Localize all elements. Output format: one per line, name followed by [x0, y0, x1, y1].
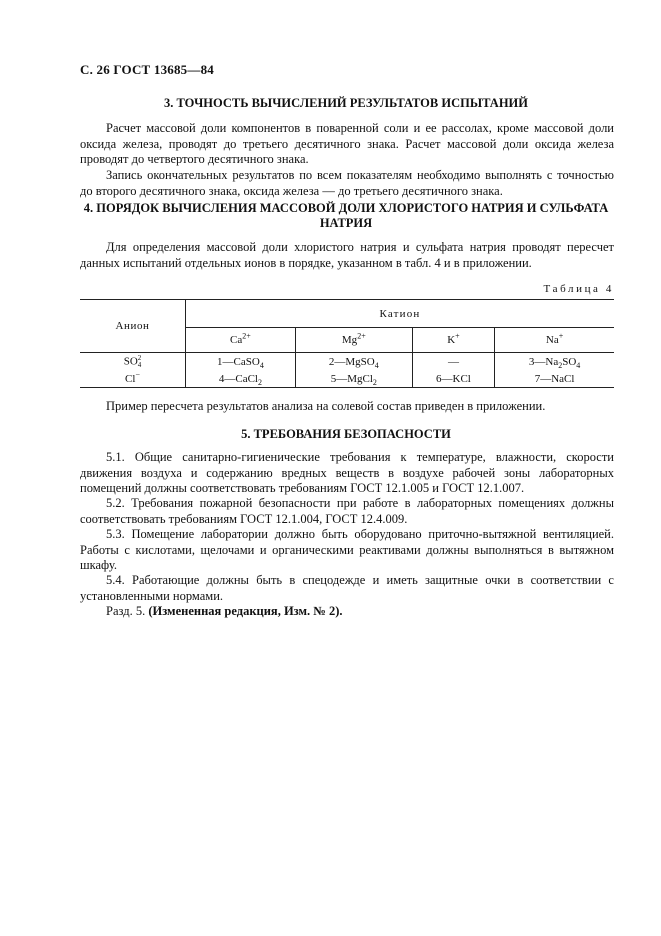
cell-nacl: 7—NaCl [495, 370, 614, 388]
section-5-item-5-4-text: 5.4. Работающие должны быть в спецодежде и иметь защитные очки в соответствии с установленными нормами. [80, 573, 614, 603]
cell-na2so4-prefix: 3—Na [528, 355, 559, 368]
section-3-paragraph-1 [80, 121, 614, 168]
cell-mgso4-formula: 2—MgSO [328, 355, 375, 368]
section-4-title-line-2: НАТРИЯ [319, 216, 373, 230]
cell-cacl2 [186, 370, 296, 388]
page-header: С. 26 ГОСТ 13685—84 [80, 62, 214, 77]
cell-na2so4-index-2: 4 [576, 360, 581, 370]
amendment-text: (Измененная редакция, Изм. № 2). [148, 604, 343, 618]
cell-mgcl2-formula: 5—MgCl [330, 372, 373, 385]
cell-na2so4-index-1: 2 [558, 360, 563, 370]
section-3-title: 3. ТОЧНОСТЬ ВЫЧИСЛЕНИЙ РЕЗУЛЬТАТОВ ИСПЫТАНИЙ [163, 96, 528, 110]
cell-caso4-formula: 1—CaSO [217, 355, 260, 368]
cation-mg-charge: 2+ [357, 331, 366, 341]
anion-cl [80, 370, 186, 388]
section-5-item-5-2 [80, 496, 614, 527]
section-5-item-5-1-text: 5.1. Общие санитарно-гигиенические требования к температуре, влажности, скорости движения воздуха и содержанию вредных веществ в воздухе рабочей зоны лабораторных помещений должны соответствовать требованиям ГОСТ 12.1.005 и ГОСТ 12.1.007. [80, 450, 614, 495]
table-4 [80, 299, 614, 388]
cell-cacl2-formula: 4—CaCl [218, 372, 258, 385]
cation-ca-symbol: Ca [230, 334, 243, 347]
cation-na-charge: + [558, 331, 564, 341]
section-3-paragraph-2-text: Запись окончательных результатов по всем показателям необходимо выполнять с точностью до второго десятичного знака, оксида железа — до третьего десятичного знака. [80, 168, 614, 198]
table-caption: Таблица 4 [543, 283, 614, 295]
cation-ca-charge: 2+ [242, 331, 251, 341]
cell-caso4-index: 4 [259, 360, 264, 370]
cell-na2so4 [495, 353, 614, 371]
cell-caso4 [186, 353, 296, 371]
example-note [80, 399, 614, 415]
section-5-item-5-3 [80, 527, 614, 574]
section-5-item-5-1 [80, 450, 614, 497]
anion-cl-symbol: Cl [125, 372, 136, 385]
cell-cacl2-index: 2 [257, 377, 262, 387]
cell-mgcl2-index: 2 [372, 377, 377, 387]
cell-mgso4 [295, 353, 412, 371]
anion-so4 [80, 353, 186, 371]
anion-header: Анион [80, 300, 186, 353]
cation-na-symbol: Na [545, 334, 559, 347]
section-3-paragraph-1-text: Расчет массовой доли компонентов в поваренной соли и ее рассолах, кроме массовой доли оксида железа, проводят до третьего десятичного знака. Расчет массовой доли оксида железа проводят до четвертого десятичного знака. [80, 121, 614, 166]
cation-ca [186, 328, 296, 353]
anion-so4-index: 4 [137, 360, 142, 369]
section-3-paragraph-2 [80, 168, 614, 199]
table-row [80, 353, 614, 371]
amendment-prefix: Разд. 5. [106, 604, 146, 618]
cell-mgcl2 [295, 370, 412, 388]
cation-mg-symbol: Mg [341, 334, 358, 347]
section-5-amendment-note [80, 604, 614, 620]
anion-so4-charge: 2 [137, 353, 142, 362]
cation-k [412, 328, 494, 353]
cation-k-charge: + [455, 331, 460, 341]
anion-so4-symbol: SO [123, 355, 138, 368]
section-4-title-line-1: 4. ПОРЯДОК ВЫЧИСЛЕНИЯ МАССОВОЙ ДОЛИ ХЛОРИСТОГО НАТРИЯ И СУЛЬФАТА [83, 201, 609, 215]
section-4-title [80, 201, 612, 231]
cation-header: Катион [186, 300, 615, 328]
cell-k-so4: — [412, 353, 494, 371]
cell-mgso4-index: 4 [374, 360, 379, 370]
section-5-item-5-2-text: 5.2. Требования пожарной безопасности при работе в лабораторных помещениях должны соответствовать требованиям ГОСТ 12.1.004, ГОСТ 12.4.009. [80, 496, 614, 526]
section-4-paragraph [80, 240, 614, 271]
section-4-paragraph-text: Для определения массовой доли хлористого натрия и сульфата натрия проводят пересчет данных испытаний отдельных ионов в порядке, указанном в табл. 4 и в приложении. [80, 240, 614, 270]
section-5-title: 5. ТРЕБОВАНИЯ БЕЗОПАСНОСТИ [241, 427, 451, 441]
example-note-text: Пример пересчета результатов анализа на солевой состав приведен в приложении. [106, 399, 546, 413]
cation-na [495, 328, 614, 353]
cell-kcl: 6—KCl [412, 370, 494, 388]
cell-na2so4-mid: SO [562, 355, 577, 368]
cation-mg [295, 328, 412, 353]
cation-k-symbol: K [447, 334, 456, 347]
anion-cl-charge: − [135, 369, 140, 379]
table-row [80, 370, 614, 388]
section-5-item-5-3-text: 5.3. Помещение лаборатории должно быть оборудовано приточно-вытяжной вентиляцией. Работы с кислотами, щелочами и органическими реактивами должны выполняться в вытяжном шкафу. [80, 527, 614, 572]
section-5-item-5-4 [80, 573, 614, 604]
